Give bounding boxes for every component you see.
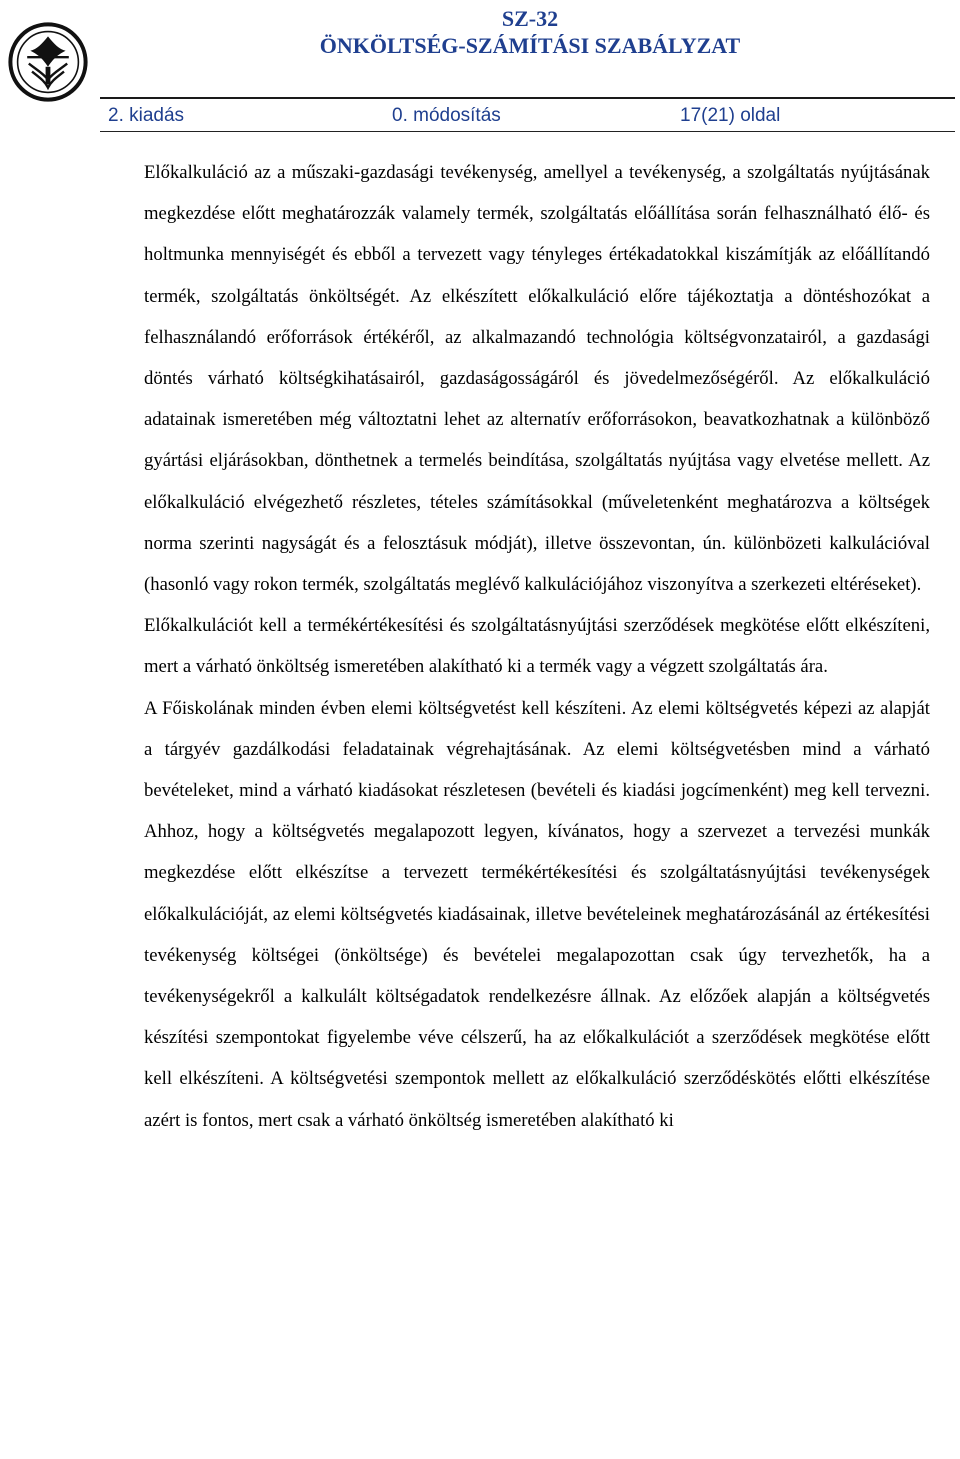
university-seal-icon bbox=[8, 22, 88, 102]
revision-label: 0. módosítás bbox=[392, 105, 501, 126]
header-divider bbox=[100, 97, 955, 99]
paragraph-3: A Főiskolának minden évben elemi költségvetést kell készíteni. Az elemi költségvetés képezi az alapját a tárgyév gazdálkodási feladatainak végrehajtásának. Az elemi költségvetésben mind a várható bevételeket, mind a várható kiadásokat részletesen (bevételi és kiadási jogcímenként) meg kell tervezni. Ahhoz, hogy a költségvetés megalapozott legyen, kívánatos, hogy a szervezet a tervezési munkák megkezdése előtt elkészítse a tervezett termékértékesítési és szolgáltatásnyújtási tevékenységek előkalkulációját, az elemi költségvetés kiadásainak, illetve bevételeinek meghatározásánál az értékesítési tevékenység költségei (önköltsége) és bevételei megalapozottan csak úgy tervezhetők, ha a tevékenységekről a kalkulált költségadatok rendelkezésre állnak. Az előzőek alapján a költségvetés készítési szempontokat figyelembe véve célszerű, ha az előkalkulációt a szerződések megkötése előtt kell elkészíteni. A költségvetési szempontok mellett az előkalkuláció szerződéskötés előtti elkészítése azért is fontos, mert csak a várható önköltség ismeretében alakítható ki bbox=[144, 697, 930, 1131]
page-number: 17(21) oldal bbox=[680, 105, 781, 126]
edition-label: 2. kiadás bbox=[108, 105, 185, 126]
header-bottom-divider bbox=[100, 131, 955, 132]
document-title: ÖNKÖLTSÉG-SZÁMÍTÁSI SZABÁLYZAT bbox=[319, 33, 741, 58]
document-code: SZ-32 bbox=[501, 6, 559, 31]
paragraph-2: Előkalkulációt kell a termékértékesítési és szolgáltatásnyújtási szerződések megkötése előtt elkészíteni, mert a várható önköltség ismeretében alakítható ki a termék vagy a végzett szolgáltatás ára. bbox=[144, 615, 930, 678]
document-body bbox=[144, 152, 930, 1141]
paragraph-1: Előkalkuláció az a műszaki-gazdasági tevékenység, amellyel a tevékenység, a szolgáltatás nyújtásának megkezdése előtt meghatározzák valamely termék, szolgáltatás előállítása során felhasználható élő- és holtmunka mennyiségét és ebből a tervezett vagy tényleges értékadatokkal kiszámítják az előállítandó termék, szolgáltatás önköltségét. Az elkészített előkalkuláció előre tájékoztatja a döntéshozókat a felhasználandó erőforrások értékéről, az alkalmazandó technológia költségvonzatairól, a gazdasági döntés várható költségkihatásairól, gazdaságosságáról és jövedelmezőségéről. Az előkalkuláció adatainak ismeretében még változtatni lehet az alternatív erőforrásokon, beavatkozhatnak a különböző gyártási eljárásokban, dönthetnek a termelés beindítása, szolgáltatás nyújtása vagy elvetése mellett. Az előkalkuláció elvégezhető részletes, tételes számításokkal (műveletenként meghatározva a költségek norma szerinti nagyságát és a felosztásuk módját), illetve összevontan, ún. különbözeti kalkulációval (hasonló vagy rokon termék, szolgáltatás meglévő kalkulációjához viszonyítva a szerkezeti eltéréseket). bbox=[144, 162, 930, 596]
